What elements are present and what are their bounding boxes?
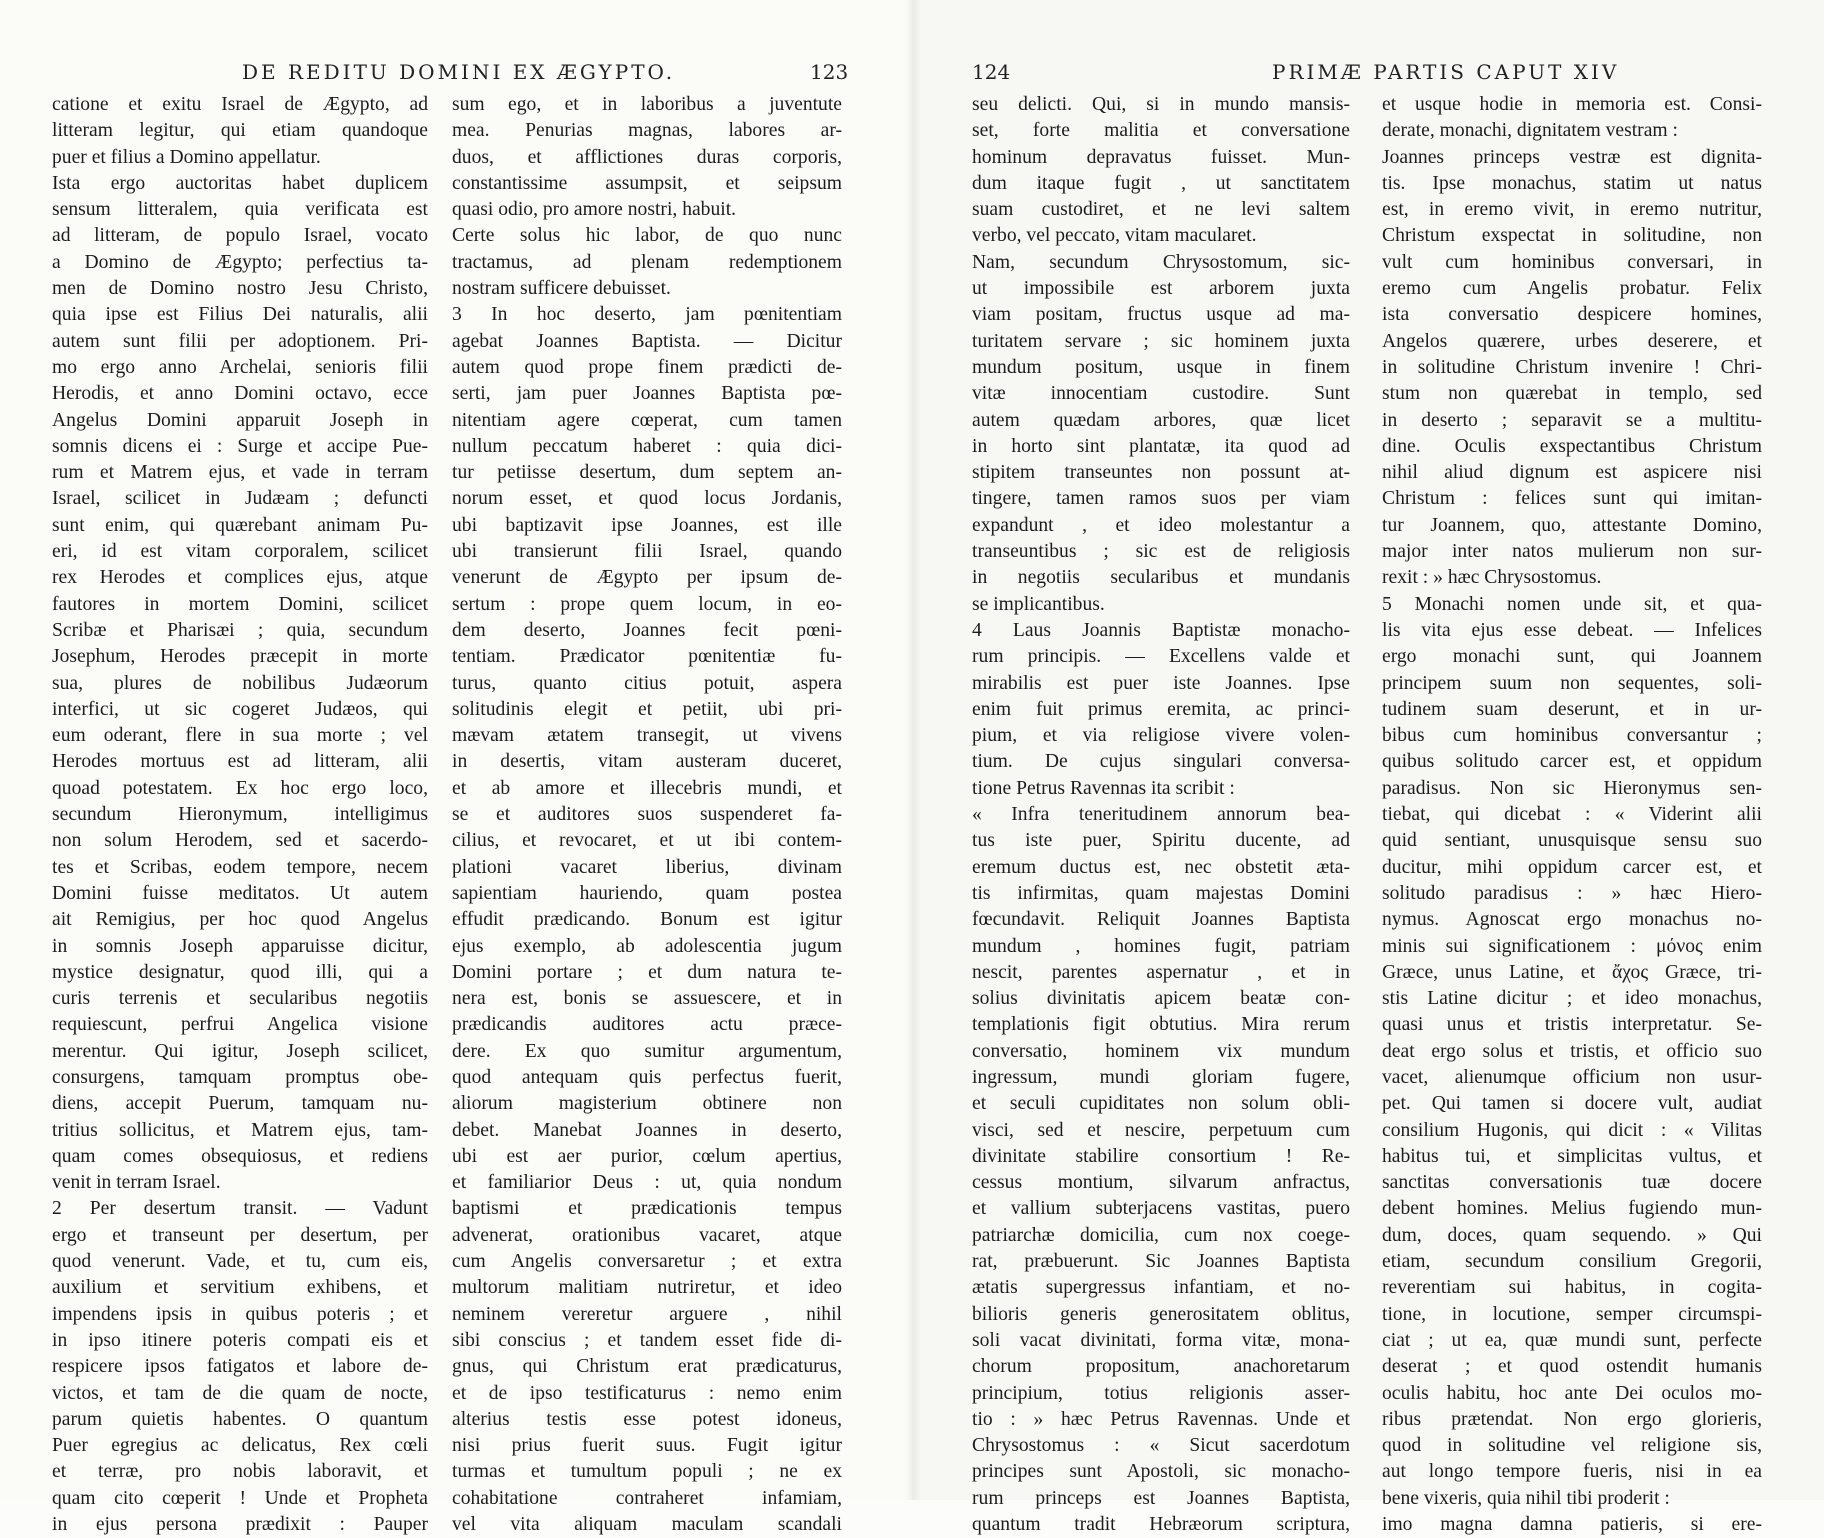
right-page-header bbox=[972, 52, 1762, 92]
text-line: agebat Joannes Baptista. — Dicitur bbox=[452, 330, 842, 352]
text-line: ait Remigius, per hoc quod Angelus bbox=[52, 909, 428, 931]
text-line: tritius sollicitus, et Matrem ejus, tam- bbox=[52, 1119, 428, 1141]
text-line: ducitur, mihi oppidum carcer est, et bbox=[1382, 856, 1762, 878]
text-line: Græce, unus Latine, et ἄχος Græce, tri- bbox=[1382, 961, 1762, 983]
text-line: et vallium subterjacens vastitas, puero bbox=[972, 1198, 1350, 1220]
text-line: nera est, bonis se assuescere, et in bbox=[452, 988, 842, 1010]
text-line: eremo cum Angelis probatur. Felix bbox=[1382, 278, 1762, 300]
text-line: diens, accepit Puerum, tamquam nu- bbox=[52, 1093, 428, 1115]
text-line: debet. Manebat Joannes in deserto, bbox=[452, 1119, 842, 1141]
text-line: mirabilis est puer iste Joannes. Ipse bbox=[972, 672, 1350, 694]
text-line: Joannes princeps vestræ est dignita- bbox=[1382, 146, 1762, 168]
text-line: dum itaque fugit , ut sanctitatem bbox=[972, 172, 1350, 194]
text-line: 4 Laus Joannis Baptistæ monacho- bbox=[972, 619, 1350, 641]
text-line: ubi transierunt filii Israel, quando bbox=[452, 541, 842, 563]
text-line: cessus montium, silvarum anfractus, bbox=[972, 1172, 1350, 1194]
text-line: sertum : prope quem locum, in eo- bbox=[452, 593, 842, 615]
text-line: Domini fuisse meditatos. Ut autem bbox=[52, 882, 428, 904]
text-line: ingressum, mundi gloriam fugere, bbox=[972, 1066, 1350, 1088]
text-line: « Infra teneritudinem annorum bea- bbox=[972, 804, 1350, 826]
text-line: vel vita aliquam maculam scandali bbox=[452, 1514, 842, 1536]
text-line: sunt enim, qui quærebant animam Pu- bbox=[52, 514, 428, 536]
text-line: dine. Oculis exspectantibus Christum bbox=[1382, 435, 1762, 457]
text-line: in solitudine Christum invenire ! Chri- bbox=[1382, 356, 1762, 378]
text-line: neminem vereretur arguere , nihil bbox=[452, 1303, 842, 1325]
text-line: norum esset, et quod locus Jordanis, bbox=[452, 488, 842, 510]
left-page bbox=[0, 0, 912, 1536]
text-line: deat ergo solus et tristis, et officio suo bbox=[1382, 1040, 1762, 1062]
text-line: nisi prius fuerit suus. Fugit igitur bbox=[452, 1435, 842, 1457]
text-line: mo ergo anno Archelai, senioris filii bbox=[52, 356, 428, 378]
text-line: requiescunt, perfrui Angelica visione bbox=[52, 1014, 428, 1036]
text-line: rat, præbuerunt. Sic Joannes Baptista bbox=[972, 1251, 1350, 1273]
text-line: parum quietis habentes. O quantum bbox=[52, 1408, 428, 1430]
text-line: solitudinis elegit et petiit, ubi pri- bbox=[452, 698, 842, 720]
text-line: conversatio, hominem vix mundum bbox=[972, 1040, 1350, 1062]
text-line: major inter natos mulierum non sur- bbox=[1382, 541, 1762, 563]
text-line: rum et Matrem ejus, et vade in terram bbox=[52, 462, 428, 484]
text-line: Christum : felices sunt qui imitan- bbox=[1382, 488, 1762, 510]
text-line: bibus cum hominibus conversantur ; bbox=[1382, 725, 1762, 747]
text-line: in negotiis secularibus et mundanis bbox=[972, 567, 1350, 589]
text-line: quod venerunt. Vade, et tu, cum eis, bbox=[52, 1251, 428, 1273]
text-line: et de ipso testificaturus : nemo enim bbox=[452, 1382, 842, 1404]
text-line: stis Latine dicitur ; et ideo monachus, bbox=[1382, 988, 1762, 1010]
text-line: deserat ; et quod ostendit humanis bbox=[1382, 1356, 1762, 1378]
text-line: litteram legitur, qui etiam quandoque bbox=[52, 120, 428, 142]
text-line: suam custodiret, et ne levi saltem bbox=[972, 199, 1350, 221]
left-page-header bbox=[52, 52, 849, 92]
text-line: in horto sint plantatæ, ita quod ad bbox=[972, 435, 1350, 457]
text-line: ista conversatio despicere homines, bbox=[1382, 304, 1762, 326]
text-line: quam comes obsequiosus, et rediens bbox=[52, 1145, 428, 1167]
text-line: mea. Penurias magnas, labores ar- bbox=[452, 120, 842, 142]
text-line: tis infirmitas, quam majestas Domini bbox=[972, 882, 1350, 904]
text-column-3 bbox=[972, 92, 1350, 1538]
text-line: catione et exitu Israel de Ægypto, ad bbox=[52, 94, 428, 115]
text-line: rexit : » hæc Chrysostomus. bbox=[1382, 567, 1602, 589]
text-line: verbo, vel peccato, vitam macularet. bbox=[972, 225, 1257, 247]
text-line: Herodes mortuus est ad litteram, alii bbox=[52, 751, 428, 773]
text-line: ciat ; ut ea, quæ mundi sunt, perfecte bbox=[1382, 1329, 1762, 1351]
text-line: autem quod prope finem prædicti de- bbox=[452, 356, 842, 378]
text-line: tium. De cujus singulari conversa- bbox=[972, 751, 1350, 773]
text-line: Nam, secundum Chrysostomum, sic- bbox=[972, 251, 1350, 273]
running-title: PRIMÆ PARTIS CAPUT XIV bbox=[1272, 60, 1620, 84]
text-line: quibus solitudo carcer est, et oppidum bbox=[1382, 751, 1762, 773]
text-line: quasi unus et tristis interpretatur. Se- bbox=[1382, 1014, 1762, 1036]
text-line: victos, et tam de die quam de nocte, bbox=[52, 1382, 428, 1404]
text-line: vacet, alienumque officium non usur- bbox=[1382, 1066, 1762, 1088]
text-line: tentiam. Prædicator pœnitentiæ fu- bbox=[452, 646, 842, 668]
text-line: hominum depravatus fuisset. Mun- bbox=[972, 146, 1350, 168]
text-line: Israel, scilicet in Judæam ; defuncti bbox=[52, 488, 428, 510]
text-line: quasi odio, pro amore nostri, habuit. bbox=[452, 199, 737, 221]
text-line: visci, sed et nescire, perpetuum cum bbox=[972, 1119, 1350, 1141]
text-line: alterius testis esse potest idoneus, bbox=[452, 1408, 842, 1430]
text-line: consurgens, tamquam promptus obe- bbox=[52, 1066, 428, 1088]
text-line: tus iste puer, Spiritu ducente, ad bbox=[972, 830, 1350, 852]
text-line: fautores in mortem Domini, scilicet bbox=[52, 593, 428, 615]
text-line: derate, monachi, dignitatem vestram : bbox=[1382, 120, 1678, 142]
text-line: principem suum non sequentes, soli- bbox=[1382, 672, 1762, 694]
text-line: lis vita ejus esse debeat. — Infelices bbox=[1382, 619, 1762, 641]
text-line: quam cito cœperit ! Unde et Propheta bbox=[52, 1487, 428, 1509]
text-line: quantum tradit Hebræorum scriptura, bbox=[972, 1514, 1350, 1536]
text-line: et usque hodie in memoria est. Consi- bbox=[1382, 94, 1762, 115]
text-line: chorum propositum, anachoretarum bbox=[972, 1356, 1350, 1378]
text-line: plationi vacaret liberius, divinam bbox=[452, 856, 842, 878]
text-line: divinitate stabilire consortium ! Re- bbox=[972, 1145, 1350, 1167]
text-line: solius divinitatis apicem beatæ con- bbox=[972, 988, 1350, 1010]
text-line: templationis figit obtutius. Mira rerum bbox=[972, 1014, 1350, 1036]
text-line: se implicantibus. bbox=[972, 593, 1105, 615]
text-line: auxilium et servitium exhibens, et bbox=[52, 1277, 428, 1299]
text-line: est, in eremo vivit, in eremo nutritur, bbox=[1382, 199, 1762, 221]
text-line: et ab amore et illecebris mundi, et bbox=[452, 777, 842, 799]
text-line: baptismi et prædicationis tempus bbox=[452, 1198, 842, 1220]
text-column-2 bbox=[452, 92, 842, 1538]
text-line: sua, plures de nobilibus Judæorum bbox=[52, 672, 428, 694]
text-line: gnus, qui Christum erat prædicaturus, bbox=[452, 1356, 842, 1378]
text-line: se et auditores suos suspenderet fa- bbox=[452, 804, 842, 826]
text-line: secundum Hieronymum, intelligimus bbox=[52, 804, 428, 826]
text-line: somnis dicens ei : Surge et accipe Pue- bbox=[52, 435, 428, 457]
text-line: Angelus Domini apparuit Joseph in bbox=[52, 409, 428, 431]
text-line: dem deserto, Joannes fecit pœni- bbox=[452, 619, 842, 641]
text-line: Certe solus hic labor, de quo nunc bbox=[452, 225, 842, 247]
text-line: tingere, tamen ramos suos per viam bbox=[972, 488, 1350, 510]
text-line: impendens ipsis in quibus poteris ; et bbox=[52, 1303, 428, 1325]
text-line: tione Petrus Ravennas ita scribit : bbox=[972, 777, 1235, 799]
text-column-1 bbox=[52, 92, 428, 1538]
text-line: multorum malitiam nutriretur, et ideo bbox=[452, 1277, 842, 1299]
text-line: autem sunt filii per adoptionem. Pri- bbox=[52, 330, 428, 352]
text-line: imo magna damna patieris, si ere- bbox=[1382, 1514, 1762, 1536]
text-line: tudinem suam deserunt, et in ur- bbox=[1382, 698, 1762, 720]
text-line: ergo monachi sunt, qui Joannem bbox=[1382, 646, 1762, 668]
text-line: dum, doces, quam sequendo. » Qui bbox=[1382, 1224, 1762, 1246]
text-line: nostram sufficere debuisset. bbox=[452, 278, 671, 300]
text-line: 3 In hoc deserto, jam pœnitentiam bbox=[452, 304, 842, 326]
text-line: duos, et afflictiones duras corporis, bbox=[452, 146, 842, 168]
text-line: 5 Monachi nomen unde sit, et qua- bbox=[1382, 593, 1762, 615]
text-line: cum Angelis conversaretur ; et extra bbox=[452, 1251, 842, 1273]
text-line: mystice designatur, quod illi, qui a bbox=[52, 961, 428, 983]
text-line: quid sentiant, unusquisque sensu suo bbox=[1382, 830, 1762, 852]
text-line: turitatem servare ; sic hominem juxta bbox=[972, 330, 1350, 352]
text-line: prædicandis auditores actu præce- bbox=[452, 1014, 842, 1036]
text-line: solitudo paradisus : » hæc Hiero- bbox=[1382, 882, 1762, 904]
text-line: etiam, secundum consilium Gregorii, bbox=[1382, 1251, 1762, 1273]
text-line: patriarchæ domicilia, cum nox coege- bbox=[972, 1224, 1350, 1246]
text-line: soli vacat divinitati, forma vitæ, mona- bbox=[972, 1329, 1350, 1351]
text-line: curis terrenis et secularibus negotiis bbox=[52, 988, 428, 1010]
text-line: ejus exemplo, ab adolescentia jugum bbox=[452, 935, 842, 957]
text-line: in deserto ; separavit se a multitu- bbox=[1382, 409, 1762, 431]
text-line: in desertis, vitam austeram duceret, bbox=[452, 751, 842, 773]
text-line: tione, in locutione, semper circumspi- bbox=[1382, 1303, 1762, 1325]
text-line: nitentiam agere cœperat, cum tamen bbox=[452, 409, 842, 431]
text-line: Josephum, Herodes præcepit in morte bbox=[52, 646, 428, 668]
text-line: effudit prædicando. Bonum est igitur bbox=[452, 909, 842, 931]
text-line: Chrysostomus : « Sicut sacerdotum bbox=[972, 1435, 1350, 1457]
text-line: fœcundavit. Reliquit Joannes Baptista bbox=[972, 909, 1350, 931]
page-number: 124 bbox=[972, 60, 1011, 84]
text-line: quod in solitudine vel religione sis, bbox=[1382, 1435, 1762, 1457]
text-line: mundum positum, usque in finem bbox=[972, 356, 1350, 378]
text-line: mævam ætatem transegit, ut vivens bbox=[452, 725, 842, 747]
text-line: ergo et transeunt per desertum, per bbox=[52, 1224, 428, 1246]
text-line: tur Joannem, quo, attestante Domino, bbox=[1382, 514, 1762, 536]
text-line: transeuntibus ; sic est de religiosis bbox=[972, 541, 1350, 563]
text-line: ut impossibile est arborem juxta bbox=[972, 278, 1350, 300]
text-line: eum oderant, flere in sua morte ; vel bbox=[52, 725, 428, 747]
page-number: 123 bbox=[810, 60, 849, 84]
text-line: sensum litteralem, quia verificata est bbox=[52, 199, 428, 221]
text-column-4 bbox=[1382, 92, 1762, 1538]
text-line: expandunt , et ideo molestantur a bbox=[972, 514, 1350, 536]
text-line: Domini portare ; et dum natura te- bbox=[452, 961, 842, 983]
text-line: nescit, parentes aspernatur , et in bbox=[972, 961, 1350, 983]
text-line: advenerat, orationibus vacaret, atque bbox=[452, 1224, 842, 1246]
text-line: reverentiam sui habitus, in cogita- bbox=[1382, 1277, 1762, 1299]
text-line: puer et filius a Domino appellatur. bbox=[52, 146, 321, 168]
text-line: Christum exspectat in solitudine, non bbox=[1382, 225, 1762, 247]
text-line: bene vixeris, quia nihil tibi proderit : bbox=[1382, 1487, 1670, 1509]
text-line: aut longo tempore fueris, nisi in ea bbox=[1382, 1461, 1762, 1483]
text-line: nymus. Agnoscat ergo monachus no- bbox=[1382, 909, 1762, 931]
text-line: ubi baptizavit ipse Joannes, est ille bbox=[452, 514, 842, 536]
text-line: vitæ innocentiam custodire. Sunt bbox=[972, 383, 1350, 405]
text-line: tiebat, qui dicebat : « Viderint alii bbox=[1382, 804, 1762, 826]
text-line: a Domino de Ægypto; perfectius ta- bbox=[52, 251, 428, 273]
text-line: quia ipse est Filius Dei naturalis, alii bbox=[52, 304, 428, 326]
text-line: cohabitatione contraheret infamiam, bbox=[452, 1487, 842, 1509]
text-line: tis. Ipse monachus, statim ut natus bbox=[1382, 172, 1762, 194]
text-line: tractamus, ad plenam redemptionem bbox=[452, 251, 842, 273]
text-line: turmas et tumultum populi ; ne ex bbox=[452, 1461, 842, 1483]
text-line: tur petiisse desertum, dum septem an- bbox=[452, 462, 842, 484]
text-line: ætatis supergressus infantiam, et no- bbox=[972, 1277, 1350, 1299]
text-line: sum ego, et in laboribus a juventute bbox=[452, 94, 842, 115]
text-line: debent homines. Melius fugiendo mun- bbox=[1382, 1198, 1762, 1220]
text-line: nihil aliud dignum est aspicere nisi bbox=[1382, 462, 1762, 484]
text-line: quod antequam quis perfectus fuerit, bbox=[452, 1066, 842, 1088]
text-line: in ipso itinere poteris compati eis et bbox=[52, 1329, 428, 1351]
text-line: Ista ergo auctoritas habet duplicem bbox=[52, 172, 428, 194]
text-line: turus, quanto citius potuit, aspera bbox=[452, 672, 842, 694]
text-line: Herodis, et anno Domini octavo, ecce bbox=[52, 383, 428, 405]
text-line: eri, id est vitam corporalem, scilicet bbox=[52, 541, 428, 563]
text-line: enim fuit primus eremita, ac princi- bbox=[972, 698, 1350, 720]
text-line: in ejus persona prædixit : Pauper bbox=[52, 1514, 428, 1536]
text-line: tio : » hæc Petrus Ravennas. Unde et bbox=[972, 1408, 1350, 1430]
text-line: sibi conscius ; et tandem esset fide di- bbox=[452, 1329, 842, 1351]
text-line: oculis habitu, hoc ante Dei oculos mo- bbox=[1382, 1382, 1762, 1404]
text-line: et familiarior Deus : ut, quia nondum bbox=[452, 1172, 842, 1194]
text-line: habitus tui, et simplicitas vultus, et bbox=[1382, 1145, 1762, 1167]
text-line: dere. Ex quo sumitur argumentum, bbox=[452, 1040, 842, 1062]
text-line: venit in terram Israel. bbox=[52, 1172, 221, 1194]
text-line: serti, jam puer Joannes Baptista pœ- bbox=[452, 383, 842, 405]
running-title: DE REDITU DOMINI EX ÆGYPTO. bbox=[242, 60, 676, 84]
text-line: aliorum magisterium obtinere non bbox=[452, 1093, 842, 1115]
text-line: ubi est aer purior, cœlum apertius, bbox=[452, 1145, 842, 1167]
text-line: eremum ductus est, nec obstetit æta- bbox=[972, 856, 1350, 878]
text-line: quoad potestatem. Ex hoc ergo loco, bbox=[52, 777, 428, 799]
text-line: paradisus. Non sic Hieronymus sen- bbox=[1382, 777, 1762, 799]
text-line: tes et Scribas, eodem tempore, necem bbox=[52, 856, 428, 878]
text-line: constantissime assumpsit, et seipsum bbox=[452, 172, 842, 194]
text-line: rum princeps est Joannes Baptista, bbox=[972, 1487, 1350, 1509]
text-line: interfici, ut sic cogeret Judæos, qui bbox=[52, 698, 428, 720]
text-line: Angelos quærere, urbes deserere, et bbox=[1382, 330, 1762, 352]
text-line: pium, et via religiose vivere volen- bbox=[972, 725, 1350, 747]
text-line: principes sunt Apostoli, sic monacho- bbox=[972, 1461, 1350, 1483]
text-line: in somnis Joseph apparuisse dicitur, bbox=[52, 935, 428, 957]
text-line: Puer egregius ac delicatus, Rex cœli bbox=[52, 1435, 428, 1457]
text-line: stipitem transeuntes non possunt at- bbox=[972, 462, 1350, 484]
text-line: consilium Hugonis, qui dicit : « Vilitas bbox=[1382, 1119, 1762, 1141]
text-line: viam positam, fructus usque ad ma- bbox=[972, 304, 1350, 326]
text-line: 2 Per desertum transit. — Vadunt bbox=[52, 1198, 428, 1220]
text-line: venerunt de Ægypto per ipsum de- bbox=[452, 567, 842, 589]
text-line: ribus prætendat. Non ergo glorieris, bbox=[1382, 1408, 1762, 1430]
text-line: principium, totius religionis asser- bbox=[972, 1382, 1350, 1404]
text-line: merentur. Qui igitur, Joseph scilicet, bbox=[52, 1040, 428, 1062]
text-line: sapientiam hauriendo, quam postea bbox=[452, 882, 842, 904]
text-line: autem quædam arbores, quæ licet bbox=[972, 409, 1350, 431]
text-line: seu delicti. Qui, si in mundo mansis- bbox=[972, 94, 1350, 115]
text-line: ad litteram, de populo Israel, vocato bbox=[52, 225, 428, 247]
text-line: rum principis. — Excellens valde et bbox=[972, 646, 1350, 668]
text-line: Scribæ et Pharisæi ; quia, secundum bbox=[52, 619, 428, 641]
text-line: et seculi cupiditates non solum obli- bbox=[972, 1093, 1350, 1115]
text-line: mundum , homines fugit, patriam bbox=[972, 935, 1350, 957]
text-line: cilius, et revocaret, et ut ibi contem- bbox=[452, 830, 842, 852]
text-line: nullum peccatum haberet : quia dici- bbox=[452, 435, 842, 457]
text-line: sanctitas conversationis tuæ docere bbox=[1382, 1172, 1762, 1194]
text-line: men de Domino nostro Jesu Christo, bbox=[52, 278, 428, 300]
text-line: set, forte malitia et conversatione bbox=[972, 120, 1350, 142]
text-line: non solum Herodem, sed et sacerdo- bbox=[52, 830, 428, 852]
text-line: vult cum hominibus conversari, in bbox=[1382, 251, 1762, 273]
text-line: bilioris generis generositatem oblitus, bbox=[972, 1303, 1350, 1325]
text-line: rex Herodes et complices ejus, atque bbox=[52, 567, 428, 589]
text-line: respicere ipsos fatigatos et labore de- bbox=[52, 1356, 428, 1378]
text-line: stum non quærebat in templo, sed bbox=[1382, 383, 1762, 405]
text-line: pet. Qui tamen si docere vult, audiat bbox=[1382, 1093, 1762, 1115]
text-line: et terræ, pro nobis laboravit, et bbox=[52, 1461, 428, 1483]
book-gutter bbox=[905, 0, 921, 1500]
text-line: minis sui significationem : μόνος enim bbox=[1382, 935, 1762, 957]
